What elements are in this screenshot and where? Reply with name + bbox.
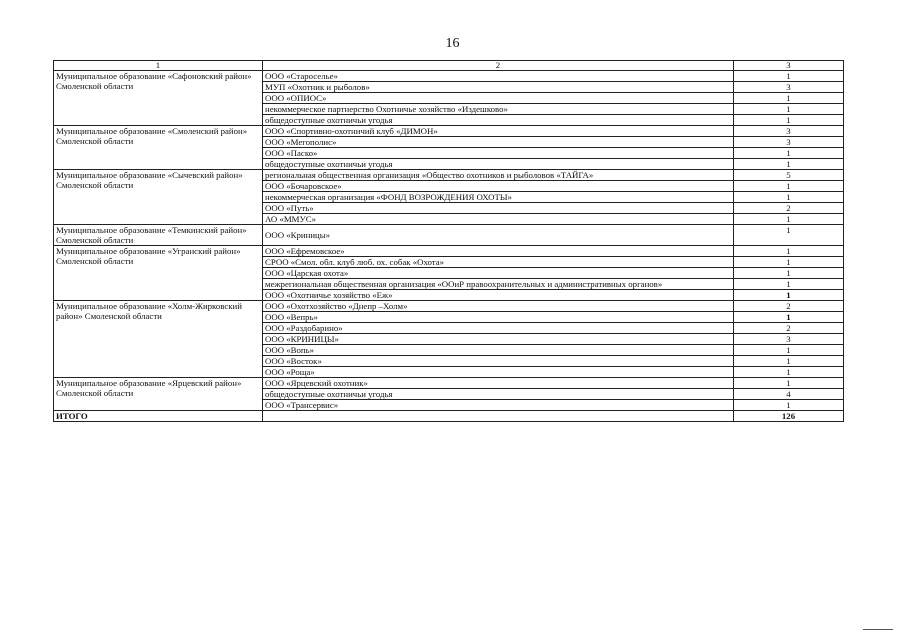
column-number: 1 [54, 61, 263, 71]
table-row [54, 170, 844, 181]
organization-cell: АО «ММУС» [263, 214, 734, 225]
organization-cell: ООО «Путь» [263, 203, 734, 214]
quantity-cell: 1 [734, 93, 844, 104]
organization-cell: ООО «Вепрь» [263, 312, 734, 323]
organization-cell: ООО «Трансервис» [263, 400, 734, 411]
municipality-cell: Муниципальное образование «Сычевский район» Смоленской области [54, 170, 263, 225]
quantity-cell: 1 [734, 181, 844, 192]
organization-cell: ООО «Ярцевский охотник» [263, 378, 734, 389]
municipality-cell: Муниципальное образование «Угранский район» Смоленской области [54, 246, 263, 301]
organization-cell: ООО «Ефремовское» [263, 246, 734, 257]
municipality-cell: Муниципальное образование «Темкинский район» Смоленской области [54, 225, 263, 246]
organization-cell: ООО «ОПИОС» [263, 93, 734, 104]
organization-cell: СРОО «Смол. обл. клуб люб. ох. собак «Охота» [263, 257, 734, 268]
quantity-cell: 1 [734, 345, 844, 356]
organization-cell: ООО «Бочаровское» [263, 181, 734, 192]
organization-cell: общедоступные охотничьи угодья [263, 159, 734, 170]
quantity-cell: 1 [734, 378, 844, 389]
quantity-cell: 1 [734, 71, 844, 82]
table-row [54, 71, 844, 82]
organization-cell: общедоступные охотничьи угодья [263, 389, 734, 400]
scan-mark-line [863, 629, 893, 630]
quantity-cell: 1 [734, 192, 844, 203]
quantity-cell: 3 [734, 126, 844, 137]
total-label: ИТОГО [54, 411, 263, 422]
quantity-cell: 1 [734, 400, 844, 411]
total-row [54, 411, 844, 422]
quantity-cell: 3 [734, 334, 844, 345]
total-value: 126 [734, 411, 844, 422]
organization-cell: ООО «КРИНИЦЫ» [263, 334, 734, 345]
quantity-cell: 1 [734, 104, 844, 115]
organization-cell: ООО «Спортивно-охотничий клуб «ДИМОН» [263, 126, 734, 137]
municipality-cell: Муниципальное образование «Смоленский район» Смоленской области [54, 126, 263, 170]
quantity-cell: 1 [734, 115, 844, 126]
quantity-cell: 4 [734, 389, 844, 400]
quantity-cell: 1 [734, 246, 844, 257]
quantity-cell: 1 [734, 214, 844, 225]
organization-cell: ООО «Криницы» [263, 225, 734, 246]
table-row [54, 301, 844, 312]
municipality-cell: Муниципальное образование «Холм-Жирковский район» Смоленской области [54, 301, 263, 378]
table-row [54, 246, 844, 257]
organization-cell: общедоступные охотничьи угодья [263, 115, 734, 126]
table-row [54, 378, 844, 389]
column-number: 3 [734, 61, 844, 71]
quantity-cell: 3 [734, 137, 844, 148]
organization-cell: МУП «Охотник и рыболов» [263, 82, 734, 93]
quantity-cell: 1 [734, 257, 844, 268]
total-empty-cell [263, 411, 734, 422]
quantity-cell: 1 [734, 312, 844, 323]
quantity-cell: 2 [734, 203, 844, 214]
organization-cell: ООО «Охотничье хозяйство «Еж» [263, 290, 734, 301]
page-number: 16 [445, 36, 460, 51]
organization-cell: ООО «Староселье» [263, 71, 734, 82]
organization-cell: межрегиональная общественная организация «ООиР правоохранительных и административных органов» [263, 279, 734, 290]
quantity-cell: 1 [734, 290, 844, 301]
quantity-cell: 2 [734, 323, 844, 334]
quantity-cell: 5 [734, 170, 844, 181]
quantity-cell: 1 [734, 367, 844, 378]
municipality-cell: Муниципальное образование «Ярцевский район» Смоленской области [54, 378, 263, 411]
organization-cell: ООО «Мегополис» [263, 137, 734, 148]
quantity-cell: 3 [734, 82, 844, 93]
organization-cell: ООО «Раздобарино» [263, 323, 734, 334]
organization-cell: некоммерческое партнерство Охотничье хозяйство «Издешково» [263, 104, 734, 115]
organization-cell: ООО «Царская охота» [263, 268, 734, 279]
quantity-cell: 1 [734, 279, 844, 290]
organization-cell: некоммерческая организация «ФОНД ВОЗРОЖДЕНИЯ ОХОТЫ» [263, 192, 734, 203]
organization-cell: ООО «Охотхозяйство «Днепр –Холм» [263, 301, 734, 312]
quantity-cell: 2 [734, 301, 844, 312]
organization-cell: ООО «Паско» [263, 148, 734, 159]
hunting-grounds-table [53, 60, 844, 422]
column-number: 2 [263, 61, 734, 71]
municipality-cell: Муниципальное образование «Сафоновский район» Смоленской области [54, 71, 263, 126]
organization-cell: региональная общественная организация «Общество охотников и рыболовов «ТАЙГА» [263, 170, 734, 181]
table-row [54, 126, 844, 137]
quantity-cell: 1 [734, 356, 844, 367]
quantity-cell: 1 [734, 148, 844, 159]
organization-cell: ООО «Вопь» [263, 345, 734, 356]
quantity-cell: 1 [734, 159, 844, 170]
quantity-cell: 1 [734, 268, 844, 279]
organization-cell: ООО «Роща» [263, 367, 734, 378]
column-number-row [54, 61, 844, 71]
organization-cell: ООО «Восток» [263, 356, 734, 367]
quantity-cell: 1 [734, 225, 844, 246]
table-row [54, 225, 844, 246]
